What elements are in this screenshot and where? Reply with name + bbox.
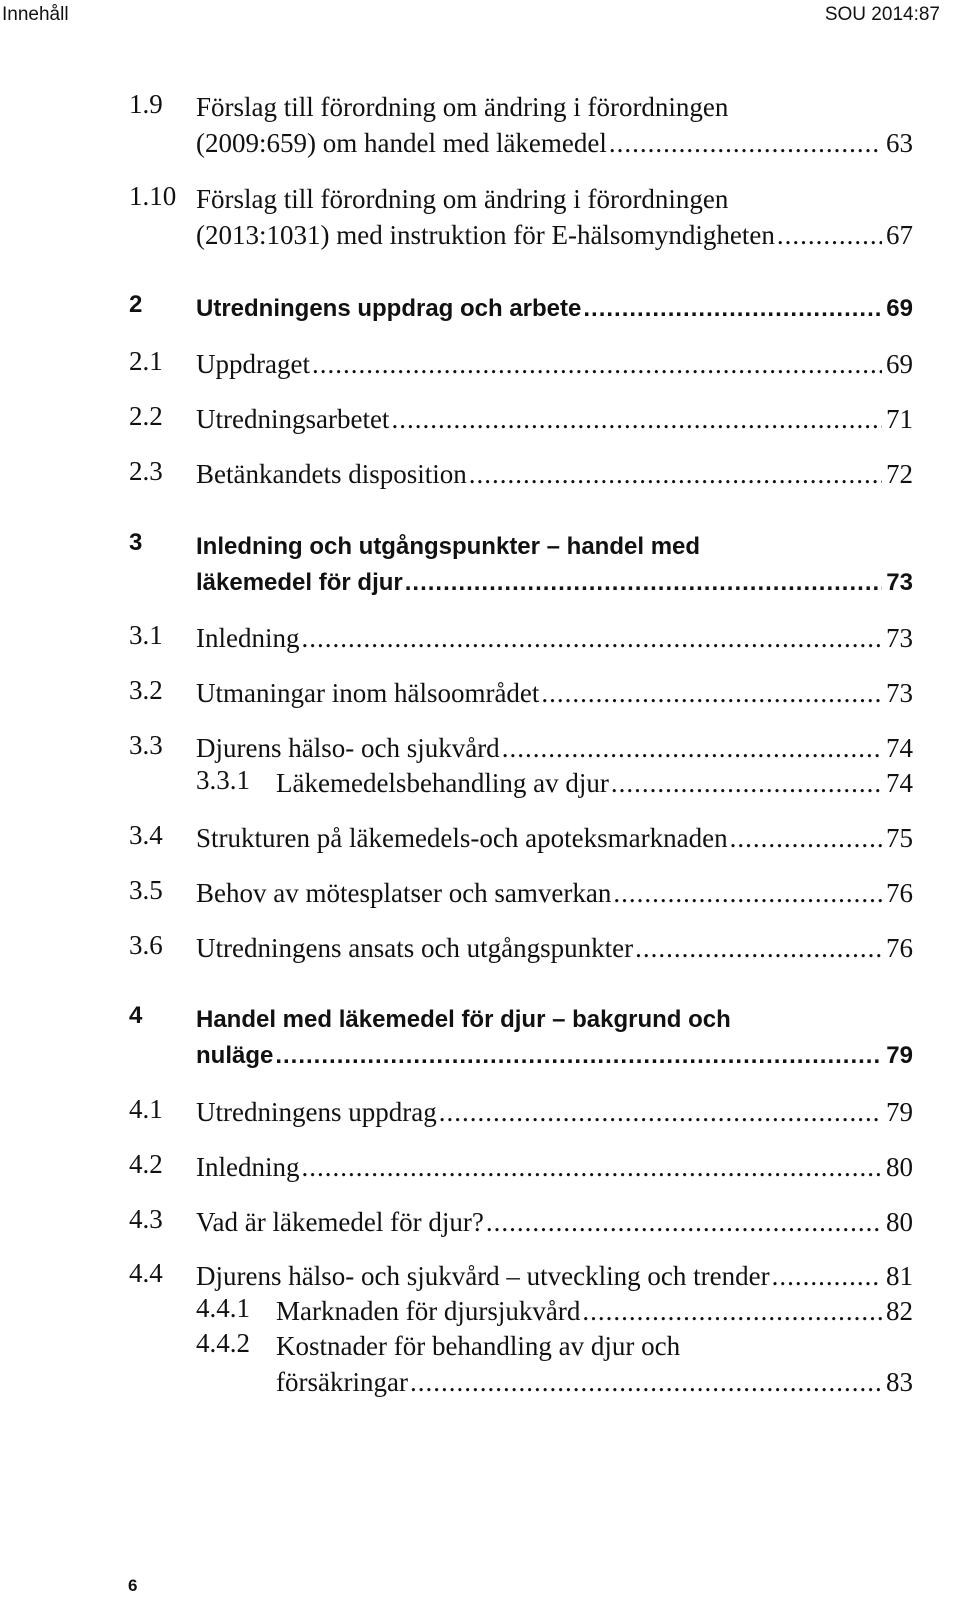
toc-page: 79 <box>886 1042 913 1069</box>
leader-dots <box>301 1149 882 1185</box>
leader-dots <box>777 217 882 253</box>
leader-dots <box>469 456 882 492</box>
toc-number: 4.4.1 <box>196 1293 250 1323</box>
toc-page: 80 <box>886 1207 913 1237</box>
leader-dots <box>486 1204 882 1240</box>
toc-title: Utmaningar inom hälsoområdet <box>196 678 540 708</box>
toc-page: 76 <box>886 878 913 908</box>
toc-page: 69 <box>886 295 913 322</box>
toc-title: (2013:1031) med instruktion för E-hälsomyndigheten <box>196 220 775 250</box>
toc-number: 2.1 <box>129 346 163 376</box>
toc-number: 1.10 <box>129 181 177 211</box>
toc-number: 1.9 <box>129 89 163 119</box>
toc-number: 3.6 <box>129 930 163 960</box>
toc-page: 73 <box>886 623 913 653</box>
toc-title: Betänkandets disposition <box>196 459 467 489</box>
toc-page: 74 <box>886 733 913 763</box>
toc-title: Uppdraget <box>196 349 310 379</box>
toc-title: Läkemedelsbehandling av djur <box>276 768 609 798</box>
toc-title: Vad är läkemedel för djur? <box>196 1207 484 1237</box>
leader-dots <box>730 820 882 856</box>
toc-page: 76 <box>886 933 913 963</box>
toc-number: 4 <box>129 1002 143 1029</box>
toc-title: Utredningens uppdrag <box>196 1097 437 1127</box>
toc-title: försäkringar <box>276 1367 408 1397</box>
leader-dots <box>609 125 882 161</box>
leader-dots <box>582 1293 882 1329</box>
toc-number: 3.1 <box>129 620 163 650</box>
toc-page: 71 <box>886 404 913 434</box>
toc-page: 69 <box>886 349 913 379</box>
leader-dots <box>635 930 882 966</box>
leader-dots <box>439 1094 882 1130</box>
leader-dots <box>275 1038 882 1074</box>
page-number: 6 <box>128 1576 138 1595</box>
toc-page: 63 <box>886 128 913 158</box>
toc-page: 73 <box>886 569 913 596</box>
leader-dots <box>391 401 882 437</box>
toc-page: 82 <box>886 1296 913 1326</box>
toc-number: 4.1 <box>129 1094 163 1124</box>
running-header-doc-id: SOU 2014:87 <box>824 4 940 25</box>
toc-page: 74 <box>886 768 913 798</box>
toc-number: 2.3 <box>129 456 163 486</box>
toc-number: 3.5 <box>129 875 163 905</box>
toc-number: 4.2 <box>129 1149 163 1179</box>
toc-title: (2009:659) om handel med läkemedel <box>196 128 607 158</box>
toc-title: Djurens hälso- och sjukvård <box>196 733 500 763</box>
toc-page: 67 <box>886 220 913 250</box>
leader-dots <box>405 565 883 601</box>
toc-title: Utredningsarbetet <box>196 404 390 434</box>
toc-page: 81 <box>886 1261 913 1291</box>
leader-dots <box>772 1258 882 1294</box>
toc-title: Strukturen på läkemedels-och apoteksmarknaden <box>196 823 728 853</box>
toc-number: 4.3 <box>129 1204 163 1234</box>
leader-dots <box>502 730 882 766</box>
toc-title: nuläge <box>196 1042 274 1069</box>
leader-dots <box>541 675 882 711</box>
toc-title: läkemedel för djur <box>196 569 403 596</box>
toc-title-line: Förslag till förordning om ändring i förordningen <box>196 184 729 214</box>
toc-page: 80 <box>886 1152 913 1182</box>
toc-page: 72 <box>886 459 913 489</box>
toc-title-line: Kostnader för behandling av djur och <box>276 1331 681 1361</box>
toc-title: Behov av mötesplatser och samverkan <box>196 878 612 908</box>
toc-number: 4.4 <box>129 1258 163 1288</box>
leader-dots <box>613 875 882 911</box>
leader-dots <box>583 291 882 327</box>
toc-title: Utredningens ansats och utgångspunkter <box>196 933 634 963</box>
toc-page: 79 <box>886 1097 913 1127</box>
toc-title-line: Handel med läkemedel för djur – bakgrund och <box>196 1006 731 1033</box>
toc-title-line: Förslag till förordning om ändring i förordningen <box>196 92 729 122</box>
toc-page: 73 <box>886 678 913 708</box>
toc-title: Marknaden för djursjukvård <box>276 1296 581 1326</box>
toc-number: 3.3.1 <box>196 765 250 795</box>
toc-number: 3 <box>129 529 143 556</box>
leader-dots <box>410 1364 882 1400</box>
toc-title: Inledning <box>196 623 300 653</box>
leader-dots <box>611 765 882 801</box>
toc-number: 2.2 <box>129 401 163 431</box>
toc-number: 3.3 <box>129 730 163 760</box>
toc-title: Djurens hälso- och sjukvård – utveckling och trender <box>196 1261 770 1291</box>
leader-dots <box>301 620 882 656</box>
toc-number: 4.4.2 <box>196 1328 250 1358</box>
toc-title: Utredningens uppdrag och arbete <box>196 295 582 322</box>
toc-title-line: Inledning och utgångspunkter – handel med <box>196 533 701 560</box>
running-header-section: Innehåll <box>2 4 69 25</box>
toc-page: 75 <box>886 823 913 853</box>
toc-page: 83 <box>886 1367 913 1397</box>
toc-number: 2 <box>129 291 143 318</box>
leader-dots <box>312 346 882 382</box>
toc-number: 3.2 <box>129 675 163 705</box>
toc-number: 3.4 <box>129 820 163 850</box>
toc-title: Inledning <box>196 1152 300 1182</box>
